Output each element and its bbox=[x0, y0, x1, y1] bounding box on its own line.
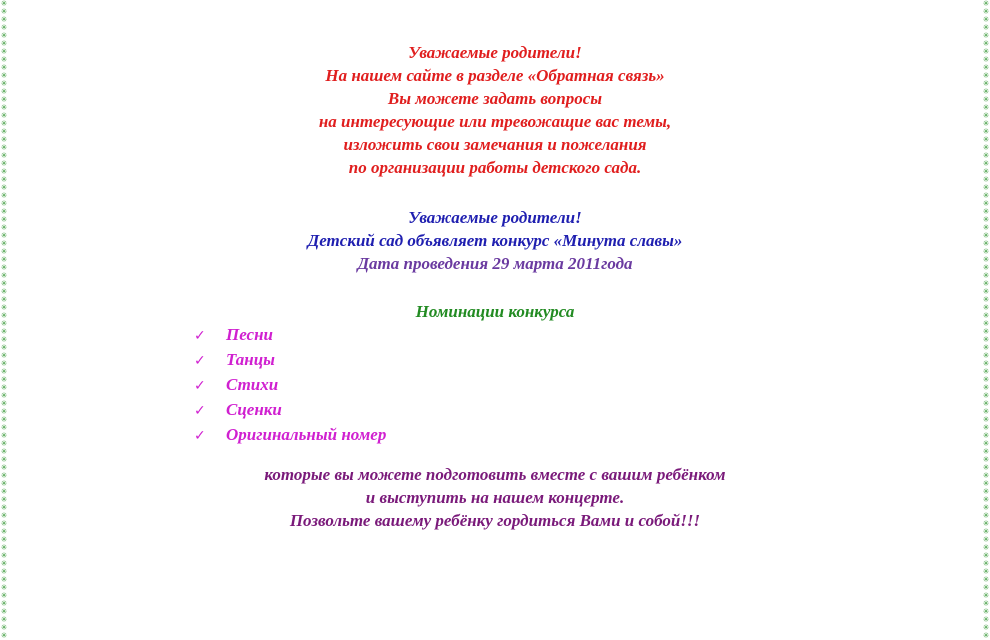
list-item bbox=[194, 398, 386, 423]
nomination-label: Стихи bbox=[226, 375, 279, 394]
checkmark-icon: ✓ bbox=[194, 403, 206, 419]
nomination-label: Песни bbox=[226, 325, 273, 344]
list-item bbox=[194, 423, 386, 448]
nominations-heading bbox=[0, 300, 990, 323]
closing-line: и выступить на нашем концерте. bbox=[365, 488, 625, 507]
nomination-label: Сценки bbox=[226, 400, 282, 419]
list-item bbox=[194, 323, 386, 348]
checkmark-icon: ✓ bbox=[194, 328, 206, 344]
leaf-border-left-icon: ✳ ✳ ✳ ✳ ✳ ✳ ✳ ✳ ✳ ✳ ✳ ✳ ✳ ✳ ✳ ✳ ✳ ✳ ✳ ✳ ✳ ✳ ✳ ✳ ✳ ✳ ✳ ✳ ✳ ✳ ✳ ✳ ✳ ✳ ✳ ✳ ✳ ✳ ✳ ✳ ✳ ✳ ✳ ✳ ✳ ✳ ✳ ✳ ✳ ✳ ✳ ✳ ✳ ✳ ✳ ✳ ✳ ✳ ✳ ✳ ✳ ✳ ✳ ✳ ✳ ✳ ✳ ✳ ✳ ✳ ✳ ✳ ✳ ✳ ✳ ✳ ✳ ✳ ✳ ✳ bbox=[0, 0, 8, 640]
feedback-line: На нашем сайте в разделе «Обратная связь» bbox=[325, 66, 665, 85]
checkmark-icon: ✓ bbox=[194, 428, 206, 444]
nominations-title: Номинации конкурса bbox=[415, 302, 575, 321]
nominations-list bbox=[194, 323, 386, 448]
closing-line: Позвольте вашему ребёнку гордиться Вами и собой!!! bbox=[289, 511, 701, 530]
feedback-line: по организации работы детского сада. bbox=[348, 158, 642, 177]
nomination-label: Оригинальный номер bbox=[226, 425, 387, 444]
list-item bbox=[194, 348, 386, 373]
checkmark-icon: ✓ bbox=[194, 353, 206, 369]
leaf-border-right-icon: ✳ ✳ ✳ ✳ ✳ ✳ ✳ ✳ ✳ ✳ ✳ ✳ ✳ ✳ ✳ ✳ ✳ ✳ ✳ ✳ ✳ ✳ ✳ ✳ ✳ ✳ ✳ ✳ ✳ ✳ ✳ ✳ ✳ ✳ ✳ ✳ ✳ ✳ ✳ ✳ ✳ ✳ ✳ ✳ ✳ ✳ ✳ ✳ ✳ ✳ ✳ ✳ ✳ ✳ ✳ ✳ ✳ ✳ ✳ ✳ ✳ ✳ ✳ ✳ ✳ ✳ ✳ ✳ ✳ ✳ ✳ ✳ ✳ ✳ ✳ ✳ ✳ ✳ ✳ ✳ bbox=[982, 0, 990, 640]
contest-date: Дата проведения 29 марта 2011года bbox=[357, 254, 633, 273]
checkmark-icon: ✓ bbox=[194, 378, 206, 394]
contest-greeting: Уважаемые родители! bbox=[408, 208, 582, 227]
list-item bbox=[194, 373, 386, 398]
nomination-label: Танцы bbox=[226, 350, 275, 369]
feedback-greeting: Уважаемые родители! bbox=[408, 43, 582, 62]
feedback-line: на интересующие или тревожащие вас темы, bbox=[318, 112, 672, 131]
closing-text bbox=[0, 463, 990, 532]
feedback-line: Вы можете задать вопросы bbox=[387, 89, 603, 108]
feedback-notice bbox=[0, 41, 990, 179]
contest-title: Детский сад объявляет конкурс «Минута славы» bbox=[307, 231, 683, 250]
contest-announcement bbox=[0, 206, 990, 275]
closing-line: которые вы можете подготовить вместе с вашим ребёнком bbox=[264, 465, 726, 484]
feedback-line: изложить свои замечания и пожелания bbox=[343, 135, 647, 154]
